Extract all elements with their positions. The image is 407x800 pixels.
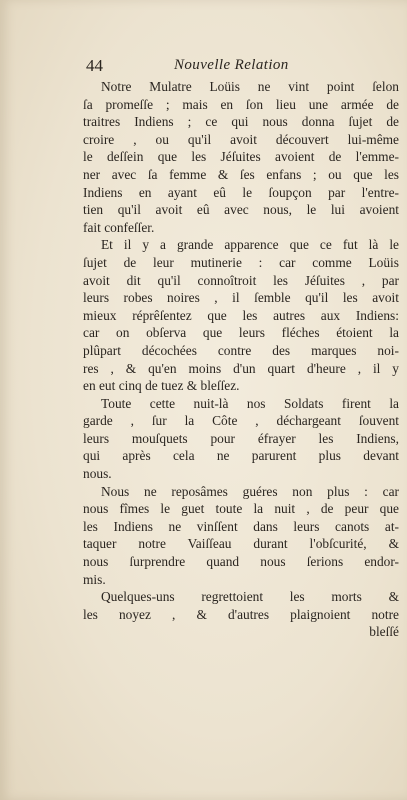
page-number: 44 — [86, 56, 103, 75]
text-line: fait confeſſer. — [83, 219, 155, 235]
text-line: Indiens en ayant eû le ſoupçon par l'entre- — [83, 184, 399, 200]
text-line: les Indiens ne vinſſent dans leurs canots at- — [83, 518, 399, 534]
text-line: ner avec ſa femme & ſes enfans ; ou que les — [83, 166, 399, 182]
running-head: Nouvelle Relation — [174, 57, 289, 73]
text-line: qui après cela ne parurent plus devant — [83, 448, 399, 464]
text-line: le deſſein que les Jéſuites avoient de l'emme- — [83, 149, 399, 165]
text-line: leurs mouſquets pour éfrayer les Indiens, — [83, 430, 399, 446]
text-line: Toute cette nuit-là nos Soldats firent la — [101, 395, 399, 411]
paragraph — [83, 395, 399, 483]
catchword: bleſſé — [369, 624, 399, 640]
text-line: croire , ou qu'il avoit découvert lui-même — [83, 131, 399, 147]
page-body — [83, 78, 399, 641]
text-line: leurs robes noires , il ſemble qu'il les avoit — [83, 290, 399, 306]
text-line: mieux réprêſentez que les autres aux Indiens: — [83, 307, 399, 323]
text-line: nous ſurprendre quand nous ſerions endor- — [83, 554, 399, 570]
text-line: taquer notre Vaiſſeau durant l'obſcurité, & — [83, 536, 399, 552]
text-line: Notre Mulatre Loüis ne vint point ſelon — [101, 79, 399, 94]
text-line: traitres Indiens ; ce qui nous donna ſujet de — [83, 114, 399, 130]
text-line: res , & qu'en moins d'un quart d'heure , il y — [83, 360, 399, 376]
paragraph — [83, 483, 399, 589]
text-line: nous fîmes le guet toute la nuit , de peur que — [83, 501, 399, 517]
page-header — [86, 56, 386, 76]
text-line: mis. — [83, 571, 106, 587]
text-line: tien qu'il avoit eû avec nous, le lui avoient — [83, 202, 399, 218]
text-line: ſujet de leur mutinerie : car comme Loüis — [83, 254, 399, 270]
text-line: nous. — [83, 466, 112, 482]
paragraph — [83, 588, 399, 623]
text-line: garde , ſur la Côte , déchargeant ſouvent — [83, 413, 399, 429]
text-line: en eut cinq de tuez & bleſſez. — [83, 378, 240, 394]
text-line: avoit dit qu'il connoîtroit les Jéſuites , par — [83, 272, 399, 288]
text-line: Quelques-uns regrettoient les morts & — [101, 589, 399, 605]
text-line: plûpart décochées contre des marques noi- — [83, 342, 399, 358]
text-line: ſa promeſſe ; mais en ſon lieu une armée de — [83, 96, 399, 112]
text-line: les noyez , & d'autres plaignoient notre — [83, 606, 399, 622]
text-line: car on obſerva que leurs fléches étoient la — [83, 325, 399, 341]
text-line: Et il y a grande apparence que ce fut là le — [101, 237, 399, 253]
paragraph — [83, 78, 399, 236]
text-line: Nous ne reposâmes guéres non plus : car — [101, 483, 399, 499]
paragraph — [83, 236, 399, 394]
